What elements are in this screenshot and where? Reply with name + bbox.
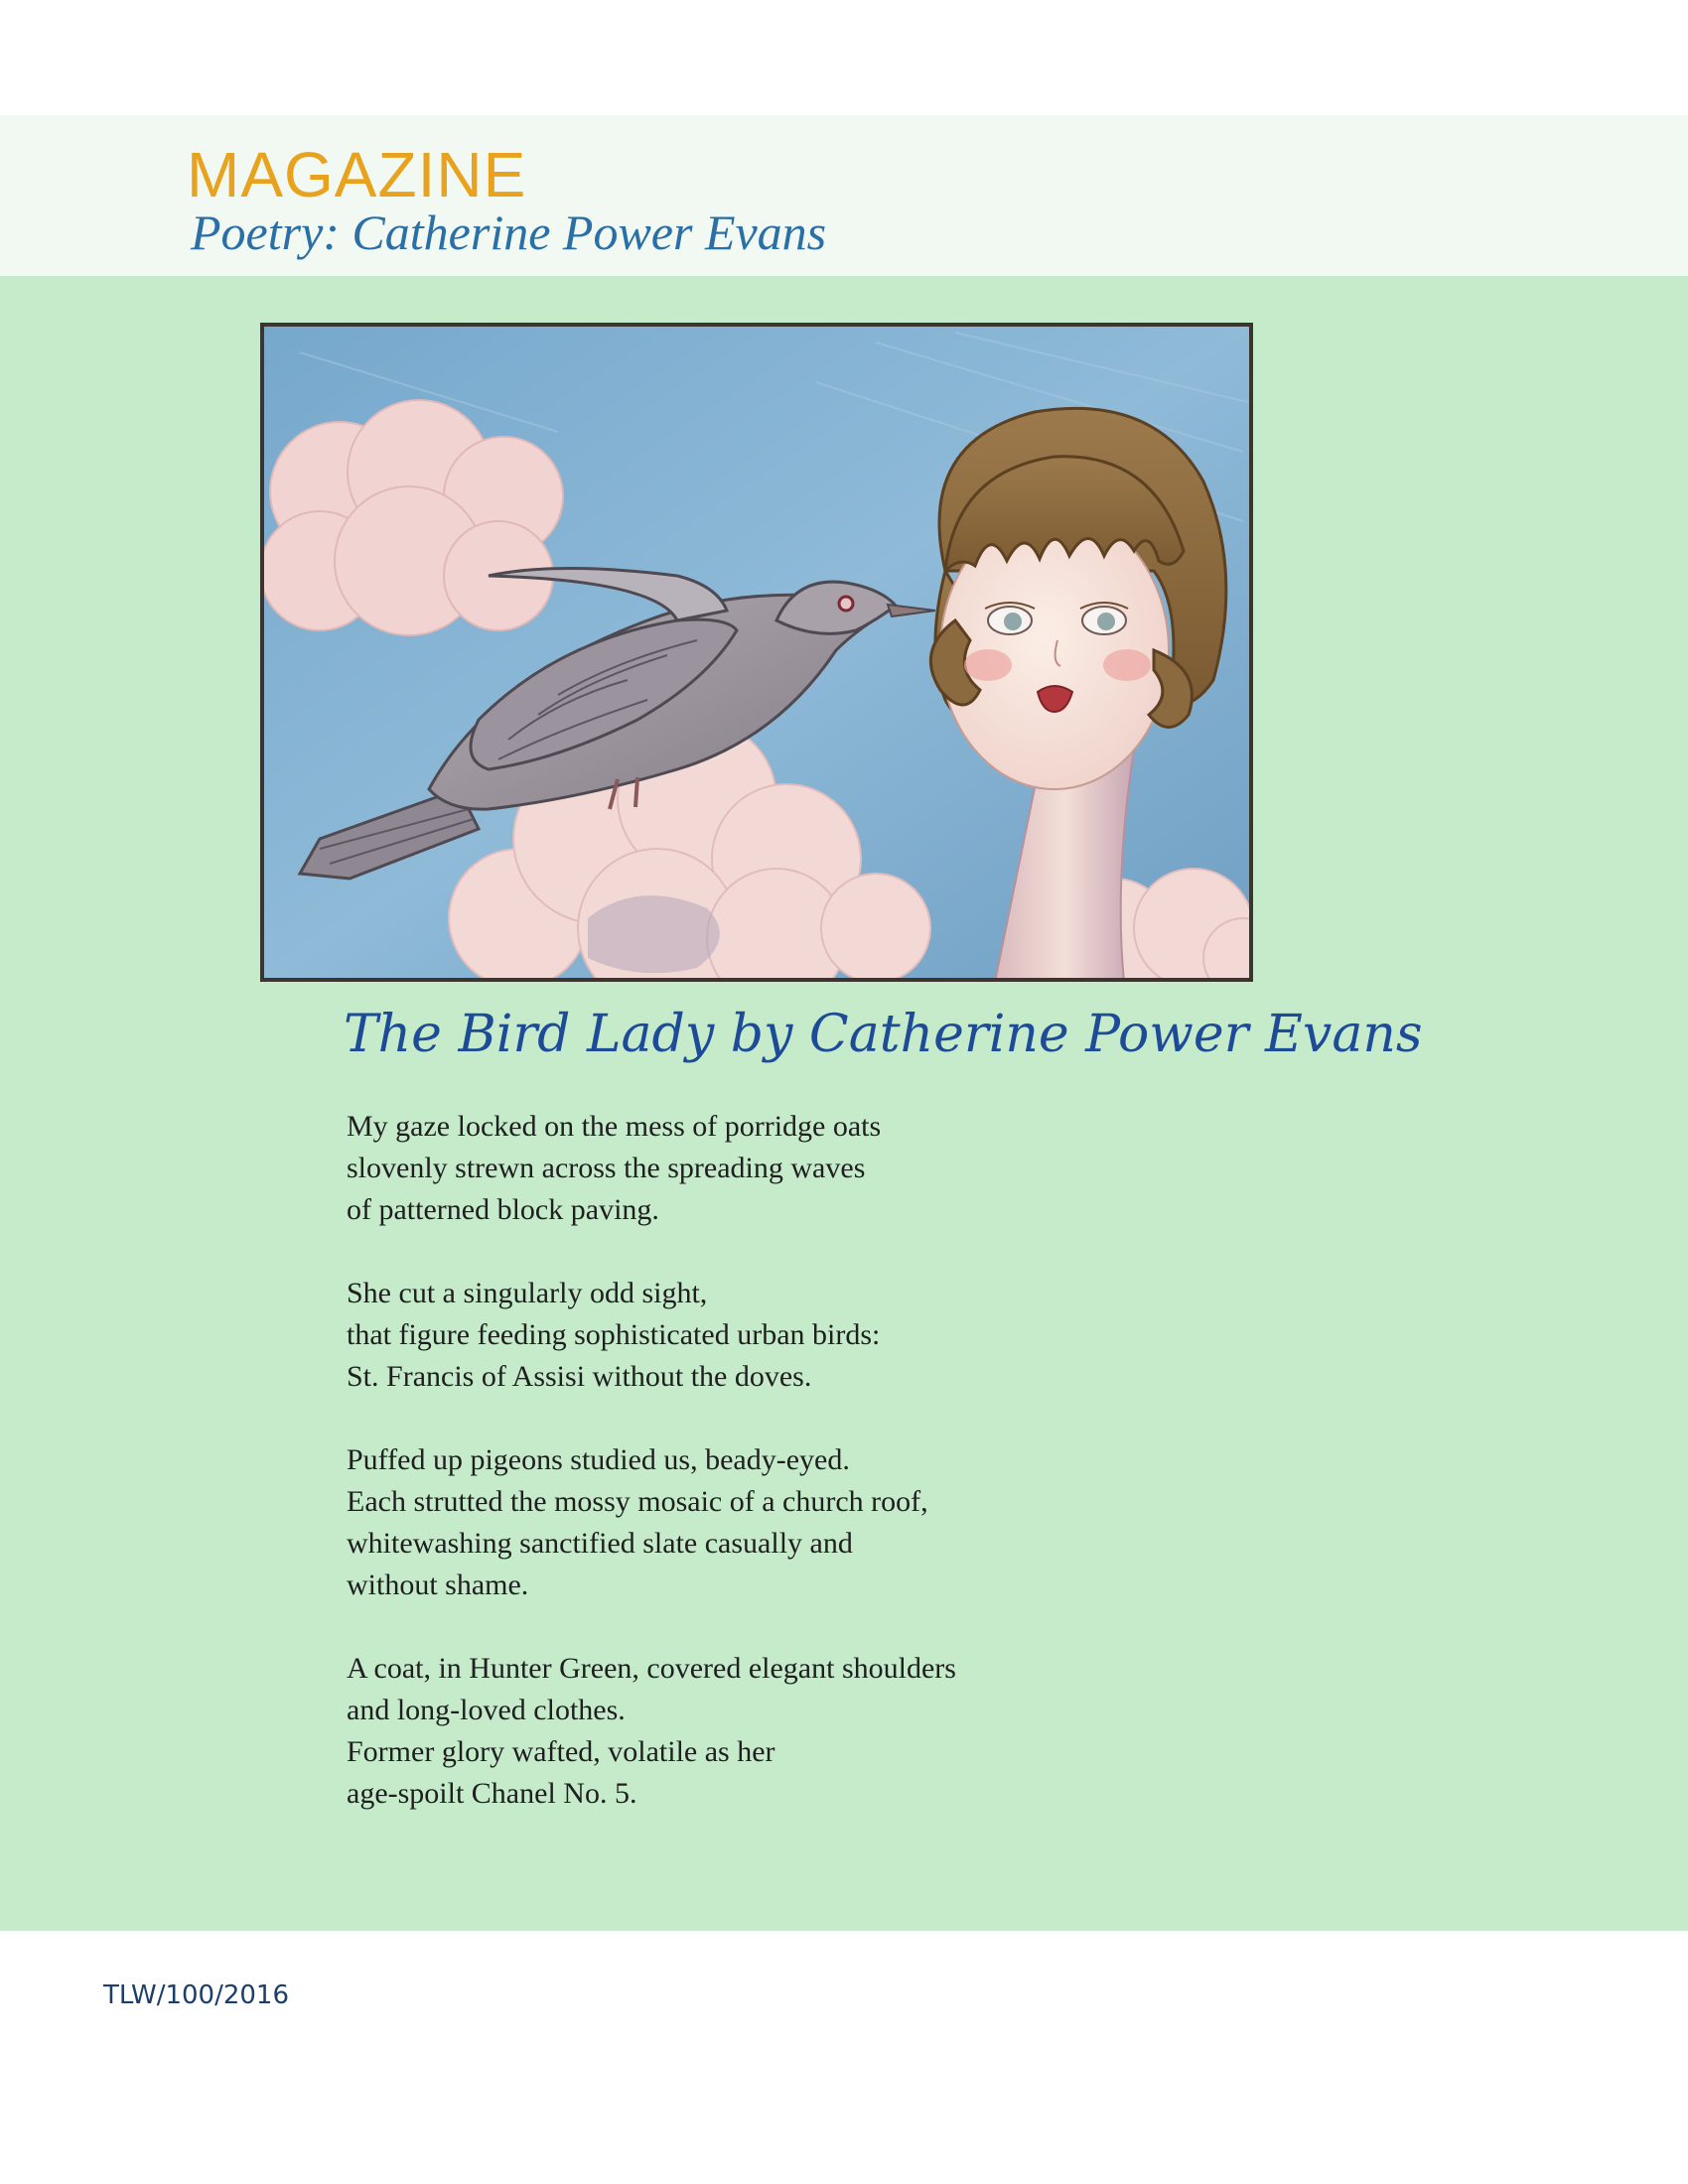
poem-stanza [347, 1273, 956, 1398]
poem-line: whitewashing sanctified slate casually and [347, 1527, 853, 1560]
magazine-brand: MAGAZINE [187, 139, 527, 210]
poem-line: Former glory wafted, volatile as her [347, 1735, 775, 1768]
poem-line: St. Francis of Assisi without the doves. [347, 1360, 812, 1393]
poem-line: She cut a singularly odd sight, [347, 1277, 708, 1309]
section-title: Poetry: Catherine Power Evans [191, 205, 827, 260]
poem-panel [0, 276, 1688, 1931]
poem-line: A coat, in Hunter Green, covered elegant shoulders [347, 1652, 956, 1685]
poem-line: and long-loved clothes. [347, 1694, 626, 1726]
poem-stanza [347, 1439, 956, 1606]
poem-line: My gaze locked on the mess of porridge oats [347, 1110, 882, 1143]
poem-body [347, 1106, 956, 1856]
poem-line: slovenly strewn across the spreading waves [347, 1152, 866, 1184]
girl-with-pigeon-illustration [260, 323, 1253, 982]
poem-line: of patterned block paving. [347, 1193, 659, 1226]
poem-line: that figure feeding sophisticated urban birds: [347, 1318, 881, 1351]
magazine-header [0, 115, 1688, 276]
poem-line: Puffed up pigeons studied us, beady-eyed. [347, 1443, 850, 1476]
poem-line: age-spoilt Chanel No. 5. [347, 1777, 637, 1810]
poem-title: The Bird Lady by Catherine Power Evans [344, 1005, 1423, 1064]
poem-line: Each strutted the mossy mosaic of a church roof, [347, 1485, 928, 1518]
poem-line: without shame. [347, 1569, 529, 1601]
poem-stanza [347, 1106, 956, 1231]
poem-stanza [347, 1648, 956, 1815]
issue-reference: TLW/100/2016 [103, 1980, 290, 2010]
